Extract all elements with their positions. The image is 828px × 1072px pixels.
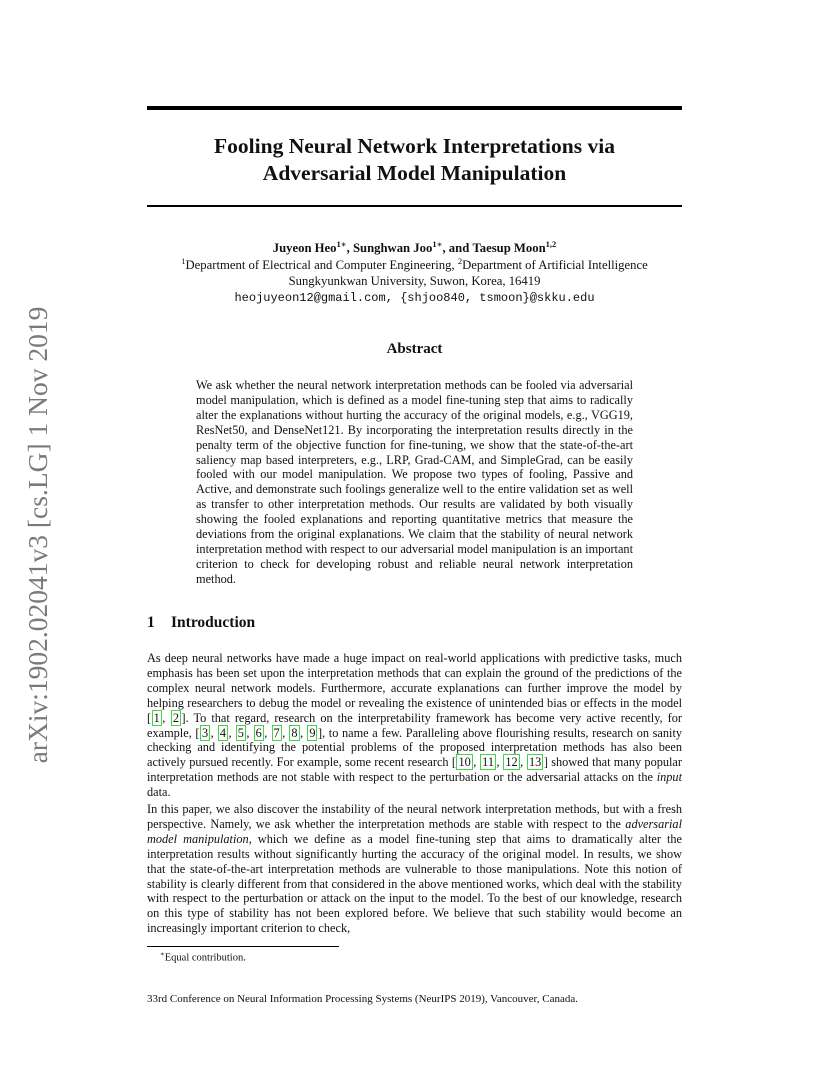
footnote-rule: [147, 946, 339, 947]
author-and: and: [448, 241, 470, 255]
conference-note: 33rd Conference on Neural Information Processing Systems (NeurIPS 2019), Vancouver, Canada.: [147, 993, 579, 1005]
paper-title: [147, 133, 682, 187]
intro-paragraph-1: [147, 651, 682, 800]
author-mark: 1∗: [432, 238, 443, 249]
paragraph-text: As deep neural networks have made a huge impact on real-world applications with predictive tasks, much emphasis has been set upon the interpretation methods that can explain the ground of the predictions of the complex neural network models. Furthermore, accurate explanations can further improve the model by helping researchers to debug the model or revealing the existence of unintended bias or effects in the model [: [147, 651, 682, 725]
paragraph-text: data.: [147, 785, 171, 800]
paragraph-text: ,: [520, 755, 527, 770]
footnote-mark: ∗: [160, 950, 165, 958]
title-line-2: Adversarial Model Manipulation: [262, 161, 567, 185]
paragraph-text: ,: [496, 755, 503, 770]
citation-link[interactable]: 11: [482, 755, 494, 770]
paragraph-text: ,: [264, 725, 272, 740]
citation-link[interactable]: 13: [529, 755, 542, 770]
citation-link[interactable]: 7: [273, 725, 280, 740]
abstract-text: We ask whether the neural network interpretation methods can be fooled via adversarial model manipulation, which is defined as a model fine-tuning step that aims to radically alter the explanations without hurting the accuracy of the original models, e.g., VGG19, ResNet50, and DenseNet121. By incorporating the interpretation results directly in the penalty term of the objective function for fine-tuning, we show that the state-of-the-art saliency map based interpreters, e.g., LRP, Grad-CAM, and SimpleGrad, can be easily fooled with our model manipulation. We propose two types of fooling, Passive and Active, and demonstrate such foolings generalize well to the entire validation set as well as transfer to other interpretation methods. Our results are validated by both visually showing the fooled explanations and reporting quantitative metrics that measure the deviations from the original explanations. We claim that the stability of neural network interpretation method with respect to our adversarial model manipulation is an important criterion to check for developing robust and reliable neural network interpretation method.: [196, 378, 633, 586]
emphasis-text: input: [656, 770, 682, 785]
author-emails: heojuyeon12@gmail.com, {shjoo840, tsmoon}@skku.edu: [234, 290, 595, 305]
author-name: Taesup Moon: [472, 241, 546, 255]
paragraph-text: ,: [282, 725, 289, 740]
intro-paragraph-2: [147, 802, 682, 936]
emphasis-text: adversarial model manipulation: [147, 816, 682, 846]
paragraph-text: , which we define as a model fine-tuning step that aims to dramatically alter the interpretation results without significantly hurting the accuracy of the original model. In results, we show that the state-of-the-art interpretation methods are vulnerable to those manipulations. Note this notion of stability is clearly different from that considered in the above mentioned works, which deal with the stability with respect to the perturbation or attack on the input to the model. To the best of our knowledge, research on this type of stability has not been explored before. We believe that such stability would become an increasingly important criterion to check,: [147, 831, 682, 936]
arxiv-stamp: arXiv:1902.02041v3 [cs.LG] 1 Nov 2019: [22, 306, 53, 764]
section-heading: [147, 614, 255, 632]
title-bottom-rule: [147, 205, 682, 207]
abstract-heading: Abstract: [386, 341, 443, 357]
paragraph-text: ,: [228, 725, 236, 740]
section-title: Introduction: [171, 614, 256, 631]
paragraph-text: ,: [473, 755, 480, 770]
footnote: [160, 950, 246, 964]
paragraph-text: ], to name a few. Paralleling above flourishing results, research on sanity checking and identifying the potential problems of the proposed interpretation methods has also been actively pursued recently. For example, some recent research [: [147, 725, 683, 770]
paragraph-text: ,: [162, 710, 171, 725]
author-name: Juyeon Heo: [272, 241, 337, 255]
section-number: 1: [147, 614, 155, 631]
citation-link[interactable]: 3: [201, 725, 209, 740]
university: Sungkyunkwan University, Suwon, Korea, 16419: [288, 274, 541, 288]
author-mark: 1∗: [336, 238, 347, 249]
citation-link[interactable]: 2: [172, 710, 180, 725]
paragraph-text: ]. To that regard, research on the interpretability framework has become very active recently, for example, [: [147, 710, 682, 740]
author-names: Juyeon Heo$^{1∗}$, Sunghwan Joo$^{1∗}$, and Taesup Moon$^{1,2}$: [272, 238, 557, 255]
citation-link[interactable]: 10: [458, 755, 471, 770]
paragraph-text: ,: [300, 725, 307, 740]
citation-link[interactable]: 9: [309, 725, 316, 740]
citation-link[interactable]: 6: [255, 725, 262, 740]
paragraph-text: In this paper, we also discover the instability of the neural network interpretation methods, but with a fresh perspective. Namely, we ask whether the interpretation methods are stable with respect to the: [147, 802, 682, 831]
title-line-1: Fooling Neural Network Interpretations via: [214, 134, 615, 158]
author-name: Sunghwan Joo: [352, 241, 433, 255]
author-mark: 1,2: [545, 238, 557, 249]
affiliations: $^1$Department of Electrical and Computer Engineering, $^2$Department of Artificial Intelligence: [181, 255, 648, 272]
citation-link[interactable]: 12: [505, 755, 518, 770]
citation-link[interactable]: 5: [237, 725, 244, 740]
citation-link[interactable]: 1: [153, 710, 160, 725]
citation-link[interactable]: 4: [219, 725, 227, 740]
affiliation-1: Department of Electrical and Computer Engineering,: [185, 257, 458, 272]
title-top-rule: [147, 106, 682, 110]
author-block: [147, 240, 682, 306]
affiliation-2: Department of Artificial Intelligence: [462, 257, 648, 272]
paragraph-text: ] showed that many popular interpretation methods are not stable with respect to the perturbation or the adversarial attacks on the: [147, 755, 682, 785]
footnote-text: Equal contribution.: [164, 952, 246, 964]
paragraph-text: ,: [210, 725, 218, 740]
citation-link[interactable]: 8: [291, 725, 298, 740]
paragraph-text: ,: [246, 725, 254, 740]
